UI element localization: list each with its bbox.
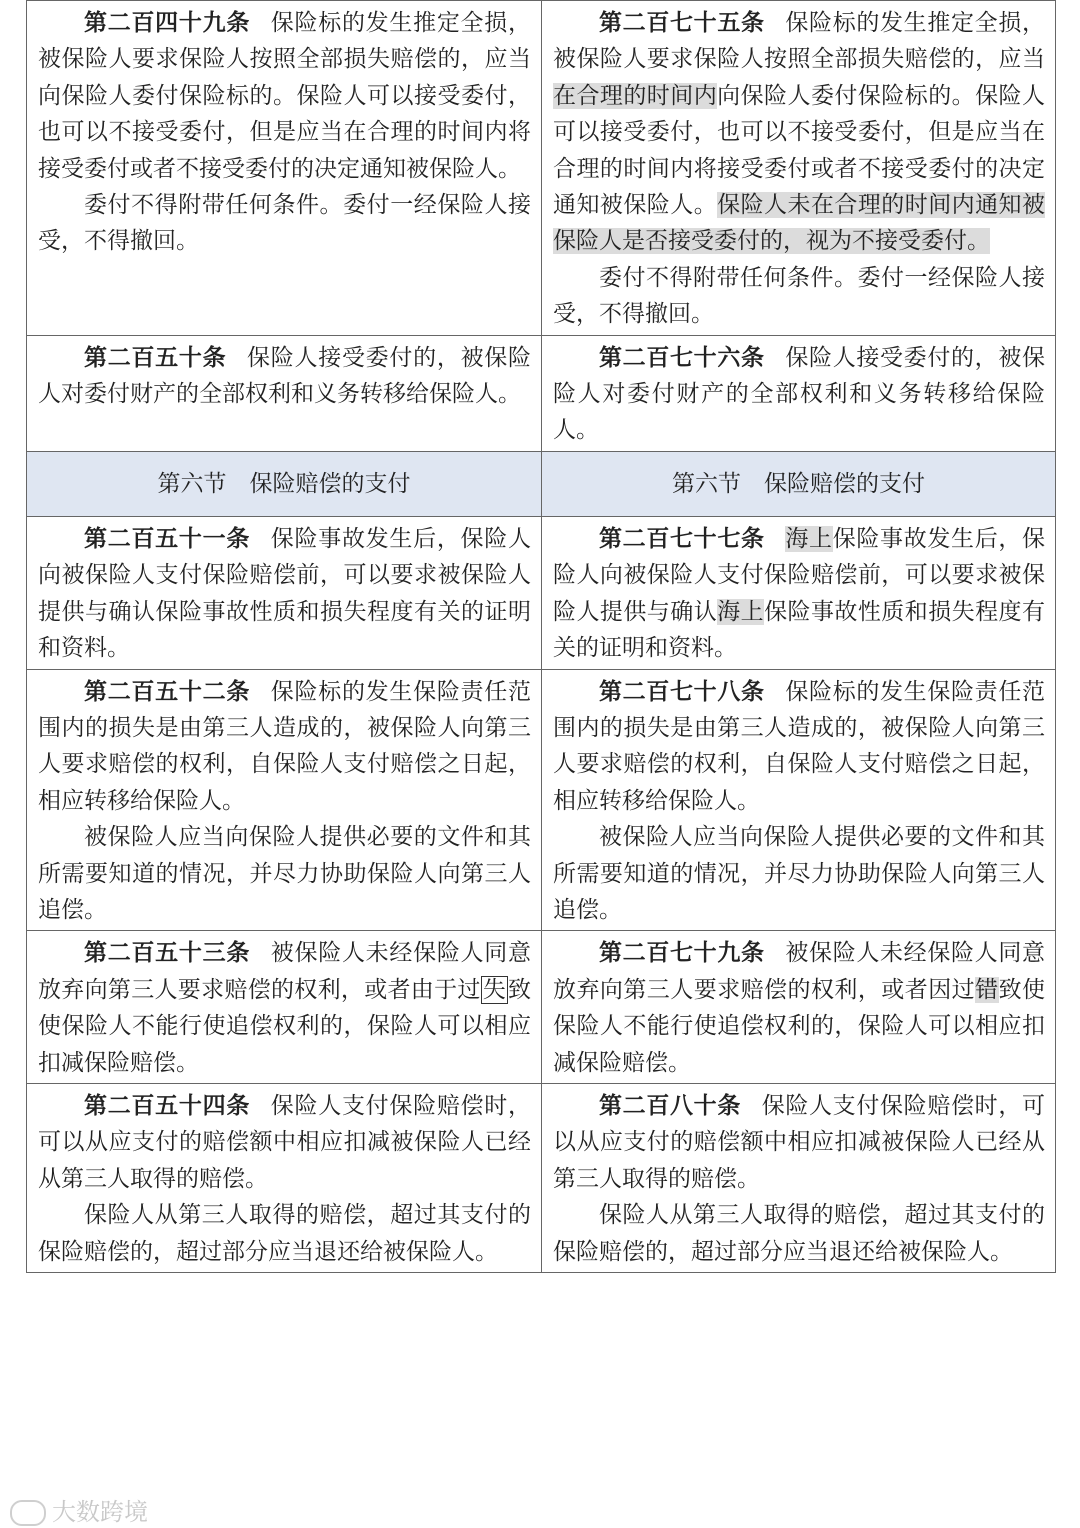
article-paragraph bbox=[38, 1197, 531, 1270]
article-text: 委付不得附带任何条件。委付一经保险人接受，不得撤回。 bbox=[553, 264, 1045, 328]
article-number: 第二百四十九条 bbox=[84, 10, 251, 36]
article-paragraph bbox=[553, 819, 1045, 928]
article-row bbox=[27, 516, 1056, 669]
article-paragraph bbox=[38, 674, 531, 820]
article-text: 被保险人未经保险人同意放弃向第三人要求赔偿的权利，或者由于过 bbox=[38, 940, 532, 1003]
amended-text-highlight: 海上 bbox=[785, 525, 833, 552]
article-number: 第二百五十一条 bbox=[84, 525, 251, 552]
article-paragraph bbox=[553, 1088, 1045, 1197]
article-paragraph bbox=[553, 260, 1045, 333]
article-paragraph bbox=[553, 1197, 1045, 1270]
article-text: 向保险人委付保险标的。保险人可以接受委付，也可以不接受委付，但是应当在合理的时间内将接受委付或者不接受委付的决定通知被保险人。 bbox=[553, 82, 1046, 219]
article-text: 致使保险人不能行使追偿权利的，保险人可以相应扣减保险赔偿。 bbox=[38, 976, 532, 1076]
article-text: 保险标的发生推定全损，被保险人要求保险人按照全部损失赔偿的，应当向保险人委付保险标的。保险人可以接受委付，也可以不接受委付，但是应当在合理的时间内将接受委付或者不接受委付的决定通知被保险人。 bbox=[38, 10, 532, 182]
article-paragraph bbox=[38, 340, 531, 413]
article-number: 第二百七十七条 bbox=[599, 525, 765, 552]
article-number: 第二百七十九条 bbox=[599, 940, 765, 967]
article-text: 保险人接受委付的，被保险人对委付财产的全部权利和义务转移给保险人。 bbox=[553, 344, 1046, 444]
old-law-cell bbox=[27, 931, 542, 1084]
boxed-character: 失 bbox=[482, 976, 507, 1003]
section-title: 第六节 保险赔偿的支付 bbox=[157, 470, 411, 497]
article-text: 保险人支付保险赔偿时，可以从应支付的赔偿额中相应扣减被保险人已经从第三人取得的赔偿。 bbox=[38, 1092, 532, 1192]
article-text: 保险人接受委付的，被保险人对委付财产的全部权利和义务转移给保险人。 bbox=[38, 344, 532, 408]
article-row bbox=[27, 335, 1056, 451]
old-law-cell bbox=[27, 669, 542, 931]
article-text: 保险人支付保险赔偿时，可以从应支付的赔偿额中相应扣减被保险人已经从第三人取得的赔偿。 bbox=[553, 1092, 1046, 1192]
article-text: 保险事故发生后，保险人向被保险人支付保险赔偿前，可以要求被保险人提供与确认 bbox=[553, 525, 1046, 625]
new-law-cell bbox=[542, 1083, 1056, 1272]
new-law-cell bbox=[542, 931, 1056, 1084]
article-number: 第二百五十三条 bbox=[84, 940, 251, 967]
new-law-cell bbox=[542, 516, 1056, 669]
article-paragraph bbox=[38, 819, 531, 928]
new-law-cell bbox=[542, 669, 1056, 931]
watermark bbox=[10, 1492, 148, 1527]
article-row bbox=[27, 1, 1056, 336]
article-number: 第二百五十条 bbox=[84, 344, 227, 371]
article-paragraph bbox=[553, 935, 1045, 1081]
article-number: 第二百七十六条 bbox=[599, 344, 765, 371]
old-law-cell bbox=[27, 451, 542, 516]
article-paragraph bbox=[38, 521, 531, 667]
amended-text-highlight: 错 bbox=[975, 976, 999, 1003]
article-text: 保险事故性质和损失程度有关的证明和资料。 bbox=[553, 598, 1046, 662]
article-paragraph bbox=[553, 5, 1045, 260]
article-paragraph bbox=[38, 187, 531, 260]
amended-text-highlight: 海上 bbox=[717, 598, 765, 625]
old-law-cell bbox=[27, 1083, 542, 1272]
article-paragraph bbox=[38, 935, 531, 1081]
comparison-table-body bbox=[27, 1, 1056, 1273]
article-paragraph bbox=[553, 674, 1045, 820]
article-text: 委付不得附带任何条件。委付一经保险人接受，不得撤回。 bbox=[38, 192, 531, 255]
article-text: 被保险人应当向保险人提供必要的文件和其所需要知道的情况，并尽力协助保险人向第三人追偿。 bbox=[38, 824, 531, 923]
new-law-cell bbox=[542, 335, 1056, 451]
article-number: 第二百七十五条 bbox=[599, 10, 765, 36]
article-text: 保险人从第三人取得的赔偿，超过其支付的保险赔偿的，超过部分应当退还给被保险人。 bbox=[553, 1202, 1045, 1265]
article-row bbox=[27, 931, 1056, 1084]
comparison-table bbox=[26, 0, 1056, 1273]
article-text: 保险标的发生推定全损，被保险人要求保险人按照全部损失赔偿的，应当 bbox=[553, 10, 1046, 73]
article-text: 保险人从第三人取得的赔偿，超过其支付的保险赔偿的，超过部分应当退还给被保险人。 bbox=[38, 1202, 531, 1265]
article-text: 保险事故发生后，保险人向被保险人支付保险赔偿前，可以要求被保险人提供与确认保险事故性质和损失程度有关的证明和资料。 bbox=[38, 525, 532, 662]
old-law-cell bbox=[27, 335, 542, 451]
article-paragraph bbox=[553, 340, 1045, 449]
article-text: 被保险人应当向保险人提供必要的文件和其所需要知道的情况，并尽力协助保险人向第三人追偿。 bbox=[553, 824, 1045, 923]
watermark-text: 大数跨境 bbox=[52, 1498, 148, 1526]
section-title: 第六节 保险赔偿的支付 bbox=[672, 470, 925, 497]
article-text: 保险标的发生保险责任范围内的损失是由第三人造成的，被保险人向第三人要求赔偿的权利，自保险人支付赔偿之日起，相应转移给保险人。 bbox=[553, 678, 1046, 814]
old-law-cell bbox=[27, 516, 542, 669]
article-paragraph bbox=[38, 5, 531, 187]
new-law-cell bbox=[542, 1, 1056, 336]
article-text: 被保险人未经保险人同意放弃向第三人要求赔偿的权利，或者因过 bbox=[553, 940, 1046, 1003]
weibo-logo-icon bbox=[10, 1500, 46, 1526]
article-text: 致使保险人不能行使追偿权利的，保险人可以相应扣减保险赔偿。 bbox=[553, 976, 1046, 1076]
amended-text-highlight: 在合理的时间内 bbox=[553, 82, 718, 109]
new-law-cell bbox=[542, 451, 1056, 516]
article-row bbox=[27, 669, 1056, 931]
article-text: 保险标的发生保险责任范围内的损失是由第三人造成的，被保险人向第三人要求赔偿的权利，自保险人支付赔偿之日起，相应转移给保险人。 bbox=[38, 678, 532, 814]
old-law-cell bbox=[27, 1, 542, 336]
article-number: 第二百五十四条 bbox=[84, 1092, 251, 1119]
article-number: 第二百八十条 bbox=[599, 1092, 741, 1119]
article-number: 第二百五十二条 bbox=[84, 678, 251, 705]
article-paragraph bbox=[38, 1088, 531, 1197]
amended-text-highlight: 保险人未在合理的时间内通知被保险人是否接受委付的，视为不接受委付。 bbox=[553, 192, 1046, 255]
section-row bbox=[27, 451, 1056, 516]
article-number: 第二百七十八条 bbox=[599, 678, 765, 705]
article-row bbox=[27, 1083, 1056, 1272]
article-paragraph bbox=[553, 521, 1045, 667]
